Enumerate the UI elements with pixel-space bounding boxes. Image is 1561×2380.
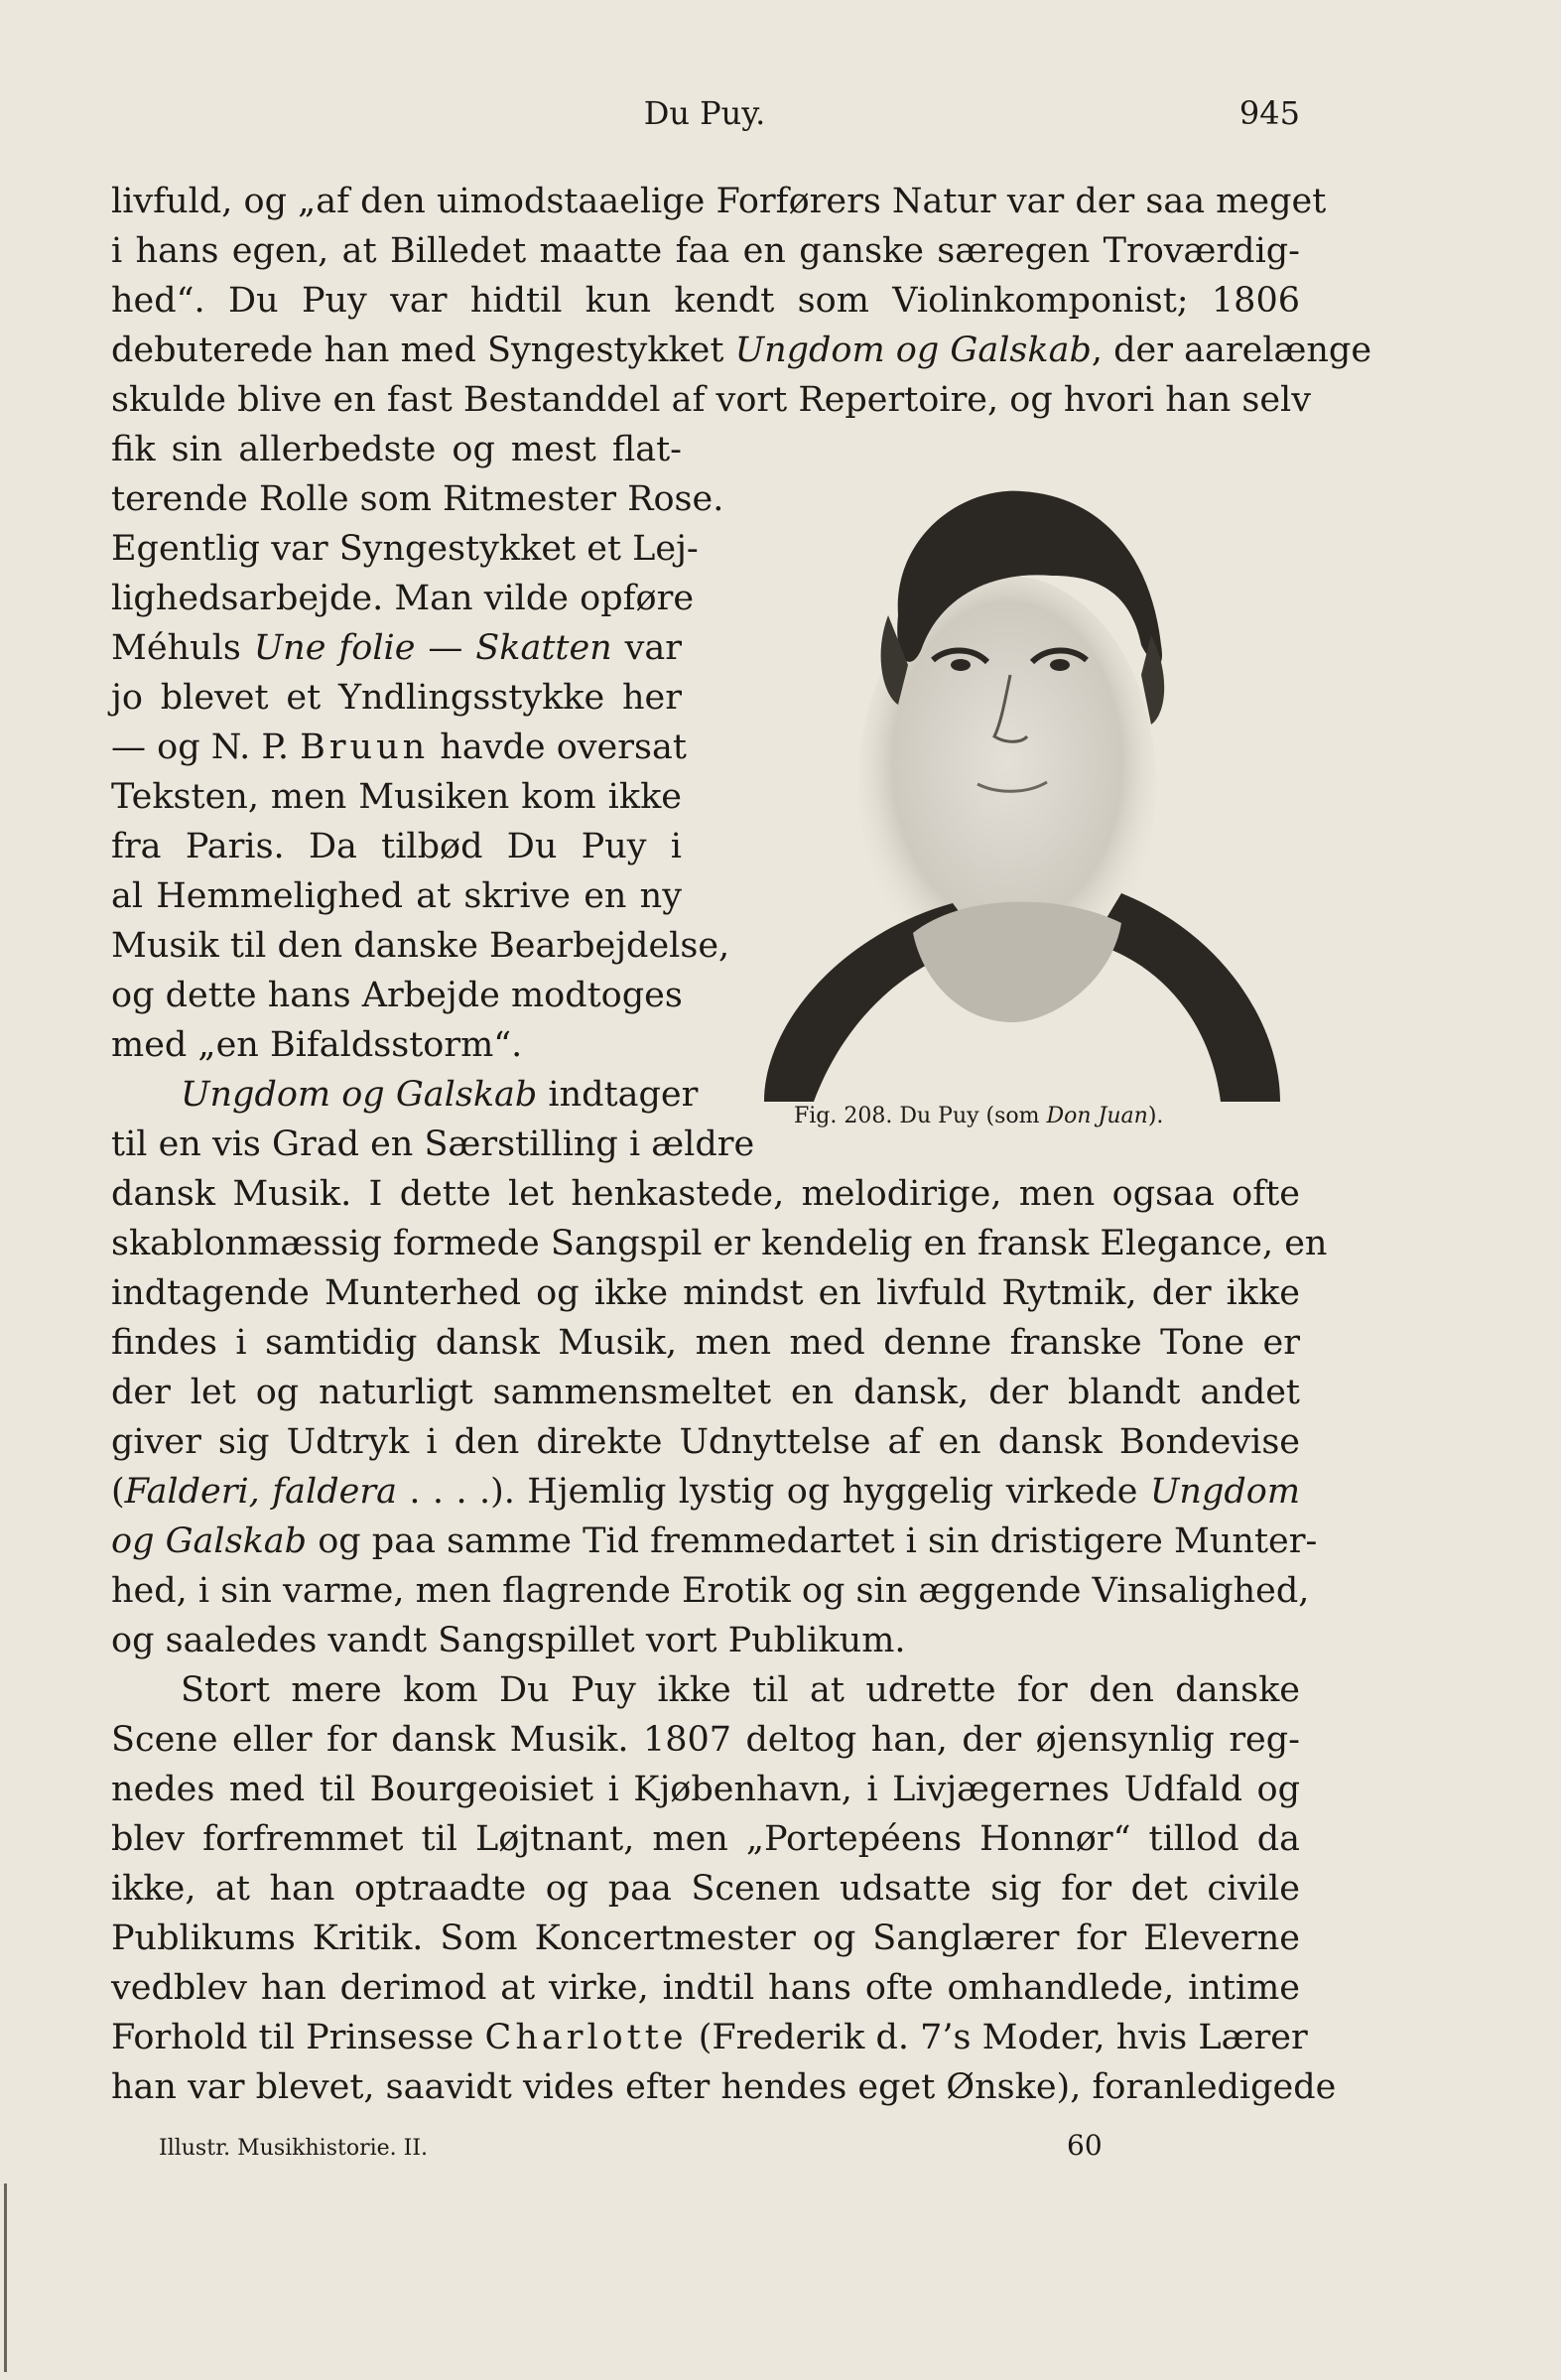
portrait-figure [724,466,1310,1102]
text-line: Méhuls Une folie — Skatten var [111,628,682,668]
text-line: Publikums Kritik. Som Koncertmester og Sanglærer for Eleverne [111,1918,1300,1958]
text-line: findes i samtidig dansk Musik, men med denne franske Tone er [111,1323,1300,1363]
text-line: og Galskab og paa samme Tid fremmedartet i sin dristigere Munter- [111,1521,1318,1561]
text-line: Forhold til Prinsesse Charlotte (Frederik d. 7’s Moder, hvis Lærer [111,2018,1308,2057]
text-line: jo blevet et Yndlingsstykke her [111,678,682,718]
caption-end: ). [1147,1104,1164,1128]
text-line: han var blevet, saavidt vides efter hendes eget Ønske), foranledigede [111,2067,1337,2107]
figure-caption [794,1104,1250,1128]
text-line: Teksten, men Musiken kom ikke [111,777,682,817]
text-line: Egentlig var Syngestykket et Lej- [111,529,699,569]
text-line: fra Paris. Da tilbød Du Puy i [111,827,682,866]
text-line: hed“. Du Puy var hidtil kun kendt som Violinkomponist; 1806 [111,281,1300,321]
text-line: der let og naturligt sammensmeltet en dansk, der blandt andet [111,1373,1300,1412]
text-line: nedes med til Bourgeoisiet i Kjøbenhavn, i Livjægernes Udfald og [111,1770,1300,1809]
running-title: Du Puy. [643,94,766,132]
text-line: med „en Bifaldsstorm“. [111,1025,523,1065]
text-line: dansk Musik. I dette let henkastede, melodirige, men ogsaa ofte [111,1174,1300,1214]
text-line: (Falderi, faldera . . . .). Hjemlig lystig og hyggelig virkede Ungdom [111,1472,1301,1512]
text-line: skulde blive en fast Bestanddel af vort Repertoire, og hvori han selv [111,380,1312,420]
text-line: hed, i sin varme, men flagrende Erotik og sin æggende Vinsalighed, [111,1571,1310,1611]
text-line: til en vis Grad en Særstilling i ældre [111,1124,755,1164]
footer-source: Illustr. Musikhistorie. II. [159,2136,429,2161]
text-line: indtagende Munterhed og ikke mindst en livfuld Rytmik, der ikke [111,1273,1300,1313]
footer-signature: 60 [1067,2129,1103,2162]
text-line: livfuld, og „af den uimodstaaelige Forførers Natur var der saa meget [111,182,1327,221]
text-line: al Hemmelighed at skrive en ny [111,876,682,916]
portrait-ruff [913,902,1121,1022]
text-line: ikke, at han optraadte og paa Scenen udsatte sig for det civile [111,1869,1300,1909]
text-line: Stort mere kom Du Puy ikke til at udrette for den danske [181,1670,1300,1710]
text-line: blev forfremmet til Løjtnant, men „Portepéens Honnør“ tillod da [111,1819,1300,1859]
text-line: vedblev han derimod at virke, indtil hans ofte omhandlede, intime [111,1968,1300,2008]
page-edge-mark [4,2183,7,2372]
text-line: giver sig Udtryk i den direkte Udnyttelse af en dansk Bondevise [111,1422,1300,1462]
text-line: skablonmæssig formede Sangspil er kendelig en fransk Elegance, en [111,1224,1328,1263]
text-line: debuterede han med Syngestykket Ungdom og Galskab, der aarelænge [111,331,1372,370]
text-line: i hans egen, at Billedet maatte faa en ganske særegen Troværdig- [111,231,1300,271]
page-number: 945 [1238,94,1300,132]
text-line: Ungdom og Galskab indtager [181,1075,699,1115]
text-line: terende Rolle som Ritmester Rose. [111,479,724,519]
text-line: — og N. P. Bruun havde oversat [111,727,687,767]
text-line: fik sin allerbedste og mest flat- [111,430,682,469]
text-line: Scene eller for dansk Musik. 1807 deltog han, der øjensynlig reg- [111,1720,1300,1760]
text-line: Musik til den danske Bearbejdelse, [111,926,730,966]
text-line: lighedsarbejde. Man vilde opføre [111,579,695,618]
caption-text: Fig. 208. Du Puy (som [794,1104,1047,1128]
text-line: og saaledes vandt Sangspillet vort Publikum. [111,1621,906,1660]
text-line: og dette hans Arbejde modtoges [111,976,683,1015]
running-header [109,94,1300,139]
caption-italic: Don Juan [1046,1104,1148,1128]
